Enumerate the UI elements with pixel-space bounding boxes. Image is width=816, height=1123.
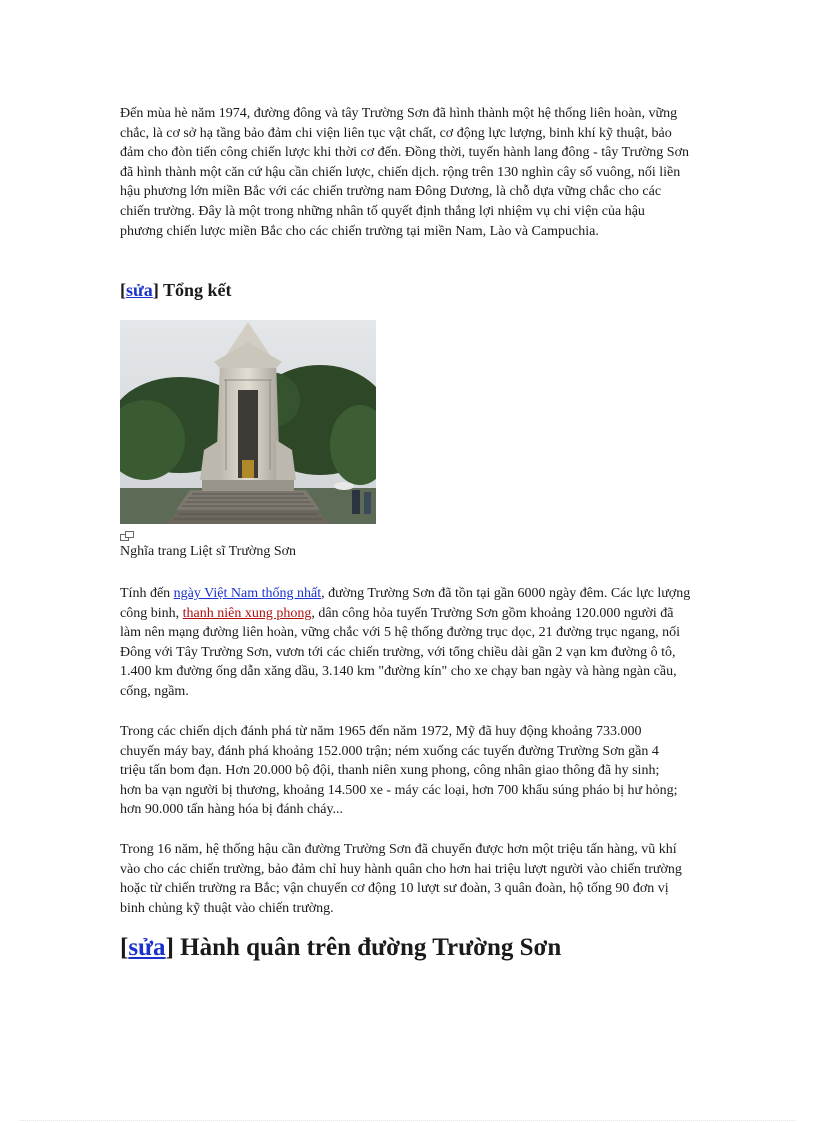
cemetery-image	[120, 320, 376, 524]
paragraph-bombing-campaign: Trong các chiến dịch đánh phá từ năm 1965 đến năm 1972, Mỹ đã huy động khoảng 733.000 chuyến máy bay, đánh phá khoảng 152.000 trận; ném xuống các tuyến đường Trường Sơn gần 4 triệu tấn bom đạn. Hơn 20.000 bộ đội, thanh niên xung phong, công nhân giao thông đã hy sinh; hơn ba vạn người bị thương, khoảng 14.500 xe - máy các loại, hơn 700 khẩu súng pháo bị hư hỏng; hơn 90.000 tấn hàng hóa bị đánh cháy...	[120, 724, 678, 818]
edit-link[interactable]: sửa	[126, 280, 153, 300]
bracket-open: [	[120, 280, 126, 300]
paragraph-summary-1974: Đến mùa hè năm 1974, đường đông và tây Trường Sơn đã hình thành một hệ thống liên hoàn, vững chắc, là cơ sở hạ tầng bảo đảm chi viện liên tục vật chất, cơ động lực lượng, binh khí kỹ thuật, bảo đảm cho đòn tiến công chiến lược khi thời cơ đến. Đồng thời, tuyến hành lang đông - tây Trường Sơn đã hình thành một căn cứ hậu cần chiến lược, chiến dịch. rộng trên 130 nghìn cây số vuông, nối liền hậu phương lớn miền Bắc với các chiến trường nam Đông Dương, là chỗ dựa vững chắc cho các chiến trường. Đây là một trong những nhân tố quyết định thắng lợi nhiệm vụ chi viện của hậu phương chiến lược miền Bắc cho các chiến trường tại miền Nam, Lào và Campuchia.	[120, 106, 689, 239]
link-thanh-nien-xung-phong[interactable]: thanh niên xung phong	[182, 605, 312, 621]
p2-text-a: Tính đến	[120, 586, 174, 601]
memorial-photo[interactable]	[120, 320, 376, 524]
bracket-close: ]	[152, 280, 159, 300]
heading-title: Hành quân trên đường Trường Sơn	[173, 934, 562, 961]
section-heading-hanh-quan	[120, 934, 561, 962]
page-bottom-rule	[20, 1120, 796, 1121]
p2-text-b: , đường Trường Sơn đã tồn tại gần 6000 ngày đêm. Các lực lượng công binh,	[120, 586, 691, 621]
heading-title: Tổng kết	[158, 280, 232, 300]
bracket-open: [	[120, 934, 129, 961]
section-heading-tong-ket	[120, 280, 232, 301]
p2-text-c: , dân công hỏa tuyến Trường Sơn gồm khoảng 120.000 người đã làm nên mạng đường liên hoàn, vững chắc với 5 hệ thống đường trục dọc, 21 đường trục ngang, nối Đông với Tây Trường Sơn, vươn tới các chiến trường, với tổng chiều dài gần 2 vạn km đường ô tô, 1.400 km đường ống dẫn xăng dầu, 3.140 km "đường kín" cho xe chạy ban ngày và hàng ngàn cầu, cống, ngầm.	[120, 605, 680, 699]
edit-link[interactable]: sửa	[128, 934, 166, 961]
paragraph-logistics-16-years: Trong 16 năm, hệ thống hậu cần đường Trường Sơn đã chuyển được hơn một triệu tấn hàng, vũ khí vào cho các chiến trường, bảo đảm chỉ huy hành quân cho hơn hai triệu lượt người vào chiến trường hoặc từ chiến trường ra Bắc; vận chuyển cơ động 10 lượt sư đoàn, 3 quân đoàn, hộ tống 90 đơn vị binh chủng kỹ thuật vào chiến trường.	[120, 842, 682, 916]
image-caption: Nghĩa trang Liệt sĩ Trường Sơn	[120, 544, 297, 559]
bracket-close: ]	[165, 934, 174, 961]
paragraph-truong-son-network	[120, 584, 695, 702]
link-ngay-viet-nam-thong-nhat[interactable]: ngày Việt Nam thống nhất	[173, 586, 322, 601]
enlarge-icon[interactable]	[120, 531, 134, 541]
